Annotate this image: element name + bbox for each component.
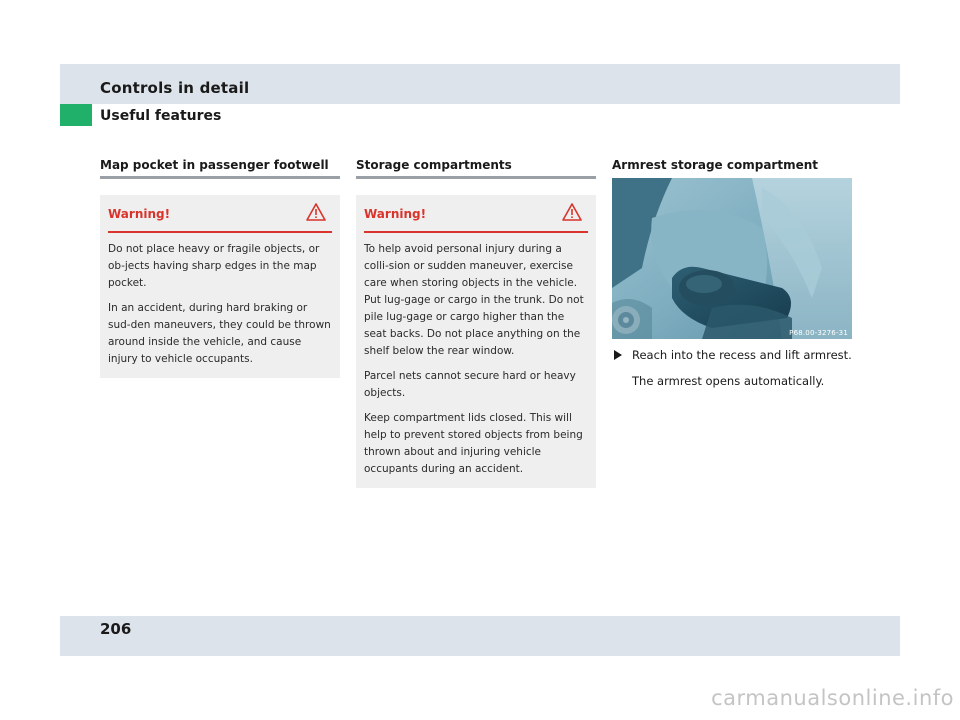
column-armrest-storage	[612, 156, 852, 389]
section-tab-marker	[60, 104, 92, 126]
warning-label: Warning!	[364, 207, 427, 221]
warning-header	[364, 195, 588, 233]
armrest-storage-heading: Armrest storage compartment	[612, 158, 818, 172]
warning-paragraph: To help avoid personal injury during a colli-sion or sudden maneuver, exercise care when storing objects in the vehicle. Put lug-gage or cargo in the trunk. Do not pile lug-gage or cargo higher than the seat backs. Do not place anything on the shelf below the rear window.	[364, 243, 584, 357]
warning-paragraph: Do not place heavy or fragile objects, or ob-jects having sharp edges in the map pocket.	[108, 243, 320, 289]
warning-label: Warning!	[108, 207, 171, 221]
page-number: 206	[100, 620, 132, 638]
step-arrow-icon	[614, 350, 622, 360]
warning-paragraph: Parcel nets cannot secure hard or heavy objects.	[364, 370, 576, 399]
site-watermark: carmanualsonline.info	[711, 686, 954, 710]
heading-rule	[100, 176, 340, 179]
armrest-photo	[612, 178, 852, 339]
step-text: Reach into the recess and lift armrest.	[632, 348, 852, 362]
chapter-title: Controls in detail	[100, 79, 250, 97]
map-pocket-heading: Map pocket in passenger footwell	[100, 158, 329, 172]
warning-header	[108, 195, 332, 233]
section-title: Useful features	[100, 108, 222, 124]
storage-compartments-heading: Storage compartments	[356, 158, 512, 172]
armrest-illustration	[612, 178, 852, 339]
column-storage-compartments	[356, 156, 596, 488]
step-result: The armrest opens automatically.	[632, 374, 825, 388]
warning-paragraph: In an accident, during hard braking or sud-den maneuvers, they could be thrown around inside the vehicle, and cause injury to vehicle occupants.	[108, 302, 331, 365]
footer-band	[60, 616, 900, 656]
column-map-pocket	[100, 156, 340, 378]
photo-reference-code: P68.00-3276-31	[789, 329, 848, 337]
heading-rule	[356, 176, 596, 179]
warning-box	[356, 195, 596, 488]
warning-triangle-icon	[306, 203, 326, 221]
warning-triangle-icon	[562, 203, 582, 221]
instruction-step	[612, 347, 852, 363]
warning-box	[100, 195, 340, 378]
warning-paragraph: Keep compartment lids closed. This will help to prevent stored objects from being thrown about and injuring vehicle occupants during an accident.	[364, 412, 583, 475]
